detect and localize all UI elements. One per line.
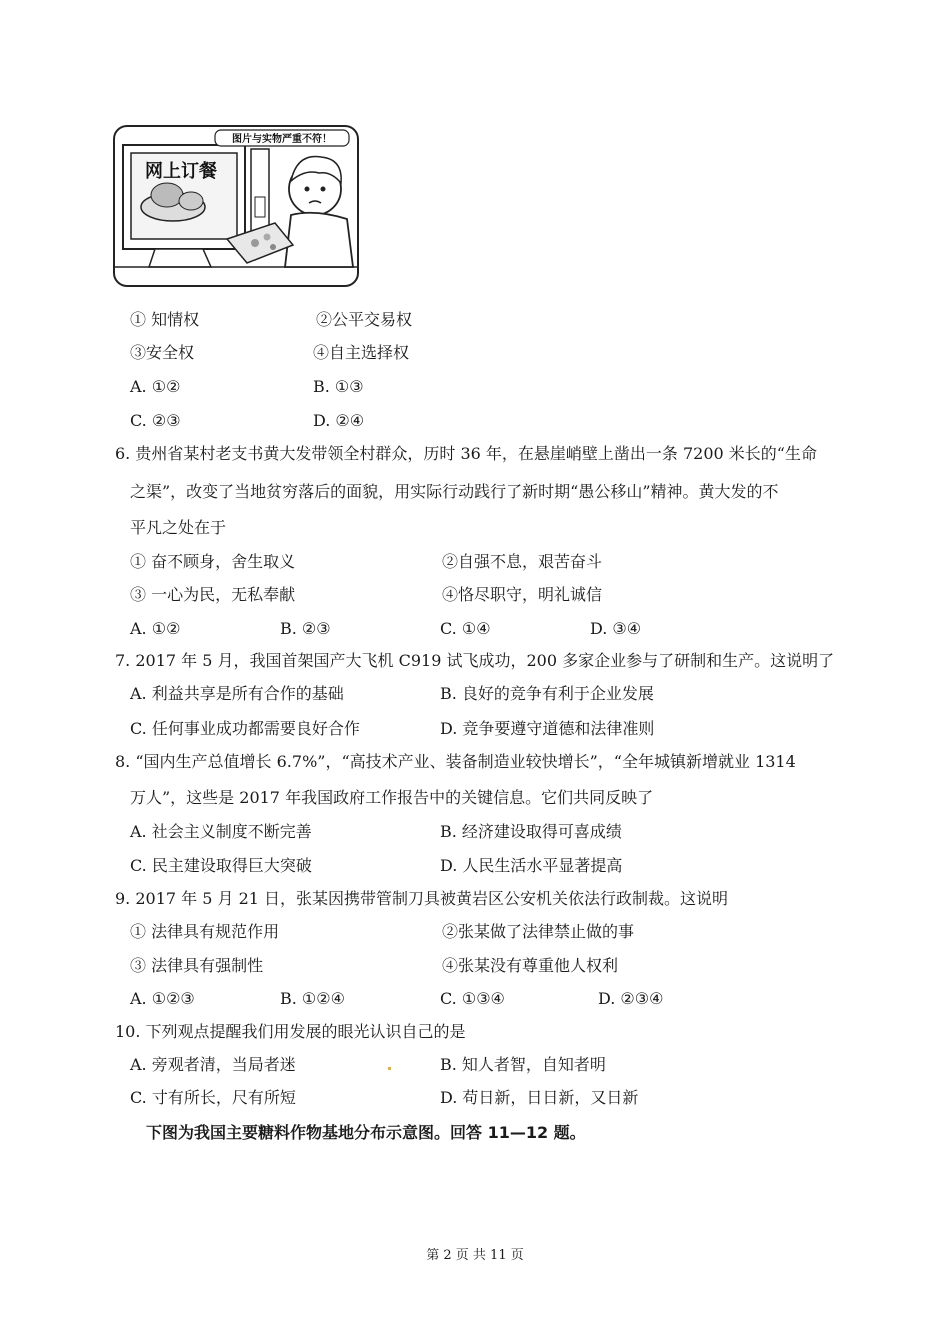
cartoon-illustration: [113, 125, 359, 287]
q9-option-1: ① 法律具有规范作用: [130, 922, 280, 941]
q6-option-3: ③ 一心为民，无私奉献: [130, 585, 296, 604]
q6-stem-line-3: 平凡之处在于: [130, 518, 227, 537]
q5-option-3: ③安全权: [130, 343, 195, 362]
q7-stem: 7. 2017 年 5 月，我国首架国产大飞机 C919 试飞成功，200 多家企业参与了研制和生产。这说明了: [115, 651, 835, 670]
page-footer: 第 2 页 共 11 页: [426, 1248, 524, 1263]
q6-stem-line-1: 6. 贵州省某村老支书黄大发带领全村群众，历时 36 年，在悬崖峭壁上凿出一条 7200 米长的“生命: [115, 444, 817, 463]
q7-answer-d: D. 竞争要遵守道德和法律准则: [440, 719, 655, 738]
q7-answer-c: C. 任何事业成功都需要良好合作: [130, 719, 360, 738]
q6-answer-c: C. ①④: [440, 619, 491, 638]
q8-stem-line-2: 万人”，这些是 2017 年我国政府工作报告中的关键信息。它们共同反映了: [130, 788, 654, 807]
q8-answer-a: A. 社会主义制度不断完善: [130, 822, 312, 841]
q5-option-1: ① 知情权: [130, 310, 200, 329]
q6-option-2: ②自强不息，艰苦奋斗: [442, 552, 603, 571]
q6-stem-line-2: 之渠”，改变了当地贫穷落后的面貌，用实际行动践行了新时期“愚公移山”精神。黄大发的不: [130, 482, 779, 501]
q6-option-4: ④恪尽职守，明礼诚信: [442, 585, 603, 604]
online-ordering-cartoon: [115, 127, 357, 285]
q9-option-4: ④张某没有尊重他人权利: [442, 956, 619, 975]
speech-bubble-text: 图片与实物严重不符！: [232, 134, 332, 145]
q5-option-4: ④自主选择权: [313, 343, 410, 362]
q5-option-2: ②公平交易权: [316, 310, 413, 329]
q6-answer-a: A. ①②: [130, 619, 181, 638]
q10-stem: 10. 下列观点提醒我们用发展的眼光认识自己的是: [115, 1022, 466, 1041]
q8-answer-d: D. 人民生活水平显著提高: [440, 856, 623, 875]
q9-stem: 9. 2017 年 5 月 21 日，张某因携带管制刀具被黄岩区公安机关依法行政制裁。这说明: [115, 889, 729, 908]
q6-answer-d: D. ③④: [590, 619, 642, 638]
q6-answer-b: B. ②③: [280, 619, 331, 638]
q8-stem-line-1: 8. “国内生产总值增长 6.7%”，“高技术产业、装备制造业较快增长”，“全年城镇新增就业 1314: [115, 752, 796, 771]
q11-12-intro: 下图为我国主要糖料作物基地分布示意图。回答 11—12 题。: [146, 1123, 586, 1142]
screen-title: 网上订餐: [145, 161, 217, 182]
q9-option-3: ③ 法律具有强制性: [130, 956, 264, 975]
q9-answer-c: C. ①③④: [440, 989, 505, 1008]
q9-answer-b: B. ①②④: [280, 989, 345, 1008]
q5-answer-c: C. ②③: [130, 411, 181, 430]
q5-answer-b: B. ①③: [313, 377, 364, 396]
q10-answer-a: A. 旁观者清，当局者迷: [130, 1055, 296, 1074]
q9-answer-a: A. ①②③: [130, 989, 195, 1008]
q5-answer-a: A. ①②: [130, 377, 181, 396]
q10-answer-c: C. 寸有所长，尺有所短: [130, 1088, 296, 1107]
q6-option-1: ① 奋不顾身，舍生取义: [130, 552, 296, 571]
q8-answer-b: B. 经济建设取得可喜成绩: [440, 822, 622, 841]
q8-answer-c: C. 民主建设取得巨大突破: [130, 856, 312, 875]
q7-answer-b: B. 良好的竞争有利于企业发展: [440, 684, 654, 703]
q10-answer-b: B. 知人者智，自知者明: [440, 1055, 606, 1074]
q10-answer-d: D. 苟日新，日日新，又日新: [440, 1088, 639, 1107]
q9-answer-d: D. ②③④: [598, 989, 664, 1008]
q9-option-2: ②张某做了法律禁止做的事: [442, 922, 635, 941]
stray-mark: [388, 1067, 391, 1070]
q7-answer-a: A. 利益共享是所有合作的基础: [130, 684, 344, 703]
q5-answer-d: D. ②④: [313, 411, 365, 430]
